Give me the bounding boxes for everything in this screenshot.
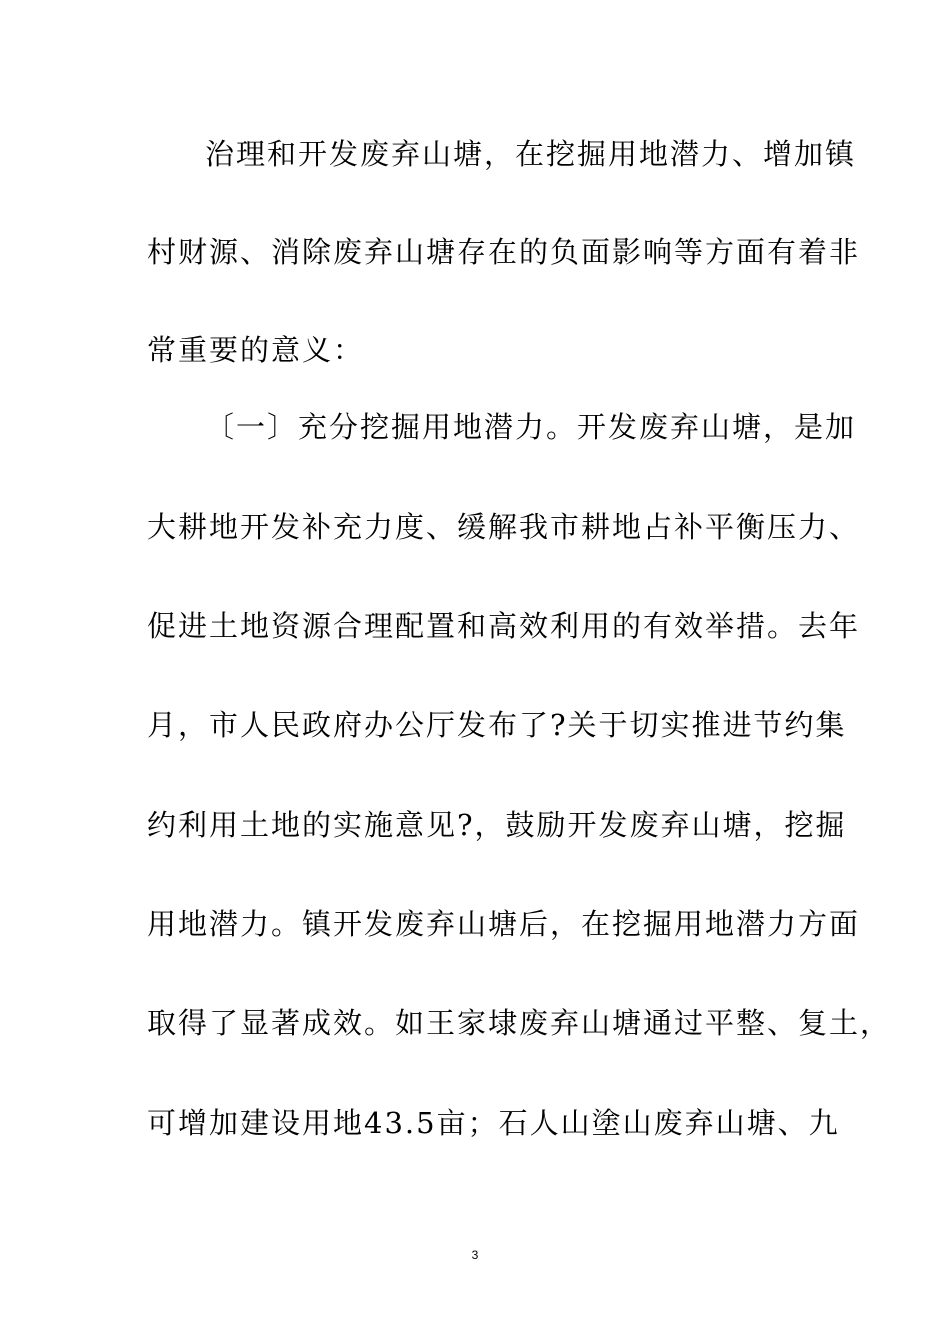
paragraph-line: 村财源、消除废弃山塘存在的负面影响等方面有着非 [147, 235, 861, 269]
paragraph-line: 大耕地开发补充力度、缓解我市耕地占补平衡压力、 [147, 510, 861, 544]
paragraph-line: 促进土地资源合理配置和高效利用的有效举措。去年 [147, 609, 861, 643]
paragraph-line: 用地潜力。镇开发废弃山塘后，在挖掘用地潜力方面 [147, 907, 861, 941]
paragraph-line: 月，市人民政府办公厅发布了?关于切实推进节约集 [147, 708, 847, 742]
page-number: 3 [471, 1248, 479, 1262]
paragraph-line: 治理和开发废弃山塘，在挖掘用地潜力、增加镇 [205, 137, 857, 171]
paragraph-line: 约利用土地的实施意见?，鼓励开发废弃山塘，挖掘 [147, 808, 847, 842]
paragraph-line: 〔一〕充分挖掘用地潜力。开发废弃山塘，是加 [205, 410, 857, 444]
paragraph-line: 取得了显著成效。如王家埭废弃山塘通过平整、复土， [147, 1006, 892, 1040]
paragraph-line: 常重要的意义： [147, 333, 365, 367]
paragraph-line: 可增加建设用地43.5亩；石人山塗山废弃山塘、九 [147, 1106, 840, 1140]
